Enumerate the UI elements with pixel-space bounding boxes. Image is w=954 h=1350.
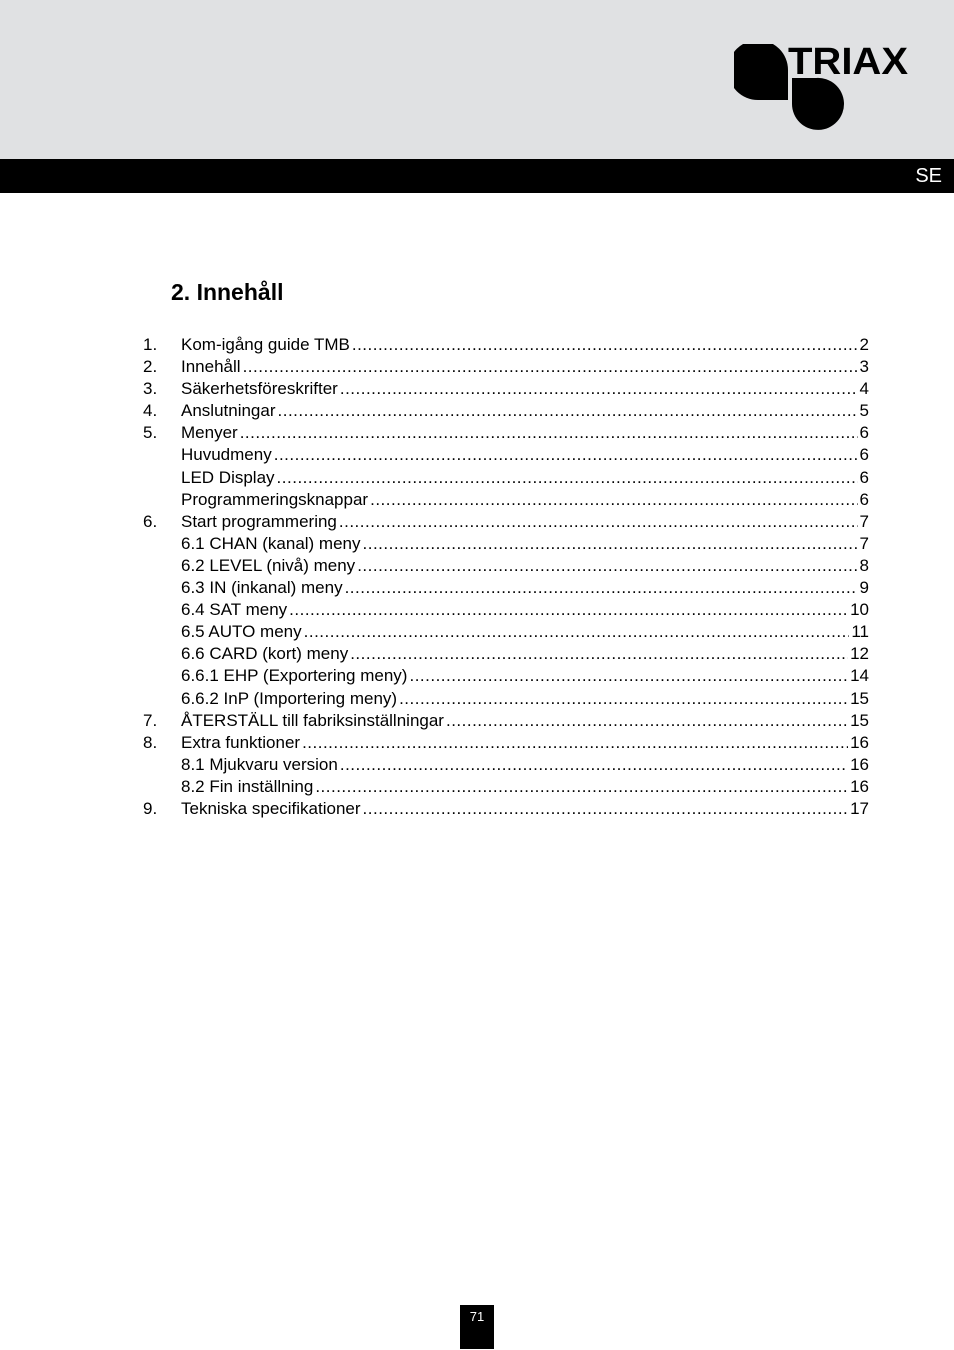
toc-entry-page: 9 <box>859 578 869 598</box>
toc-entry-page: 15 <box>850 710 869 730</box>
toc-entry[interactable] <box>143 511 869 533</box>
toc-entry-page: 7 <box>859 511 869 531</box>
toc-entry-title: Tekniska specifikationer <box>181 798 361 818</box>
table-of-contents <box>143 334 869 820</box>
toc-entry-title: 6.6.1 EHP (Exportering meny) <box>181 666 408 686</box>
toc-dot-leader <box>278 400 858 422</box>
toc-entry[interactable] <box>143 533 869 555</box>
toc-dot-leader <box>315 776 848 798</box>
toc-entry-title: 6.3 IN (inkanal) meny <box>181 578 343 598</box>
toc-entry-page: 5 <box>859 401 869 421</box>
toc-entry[interactable] <box>143 400 869 422</box>
toc-entry[interactable] <box>143 334 869 356</box>
toc-entry-number: 8. <box>143 732 158 752</box>
toc-entry-number: 5. <box>143 423 158 443</box>
toc-entry[interactable] <box>143 665 869 687</box>
toc-entry-page: 17 <box>850 798 869 818</box>
toc-entry[interactable] <box>143 710 869 732</box>
toc-entry-page: 6 <box>859 467 869 487</box>
toc-entry[interactable] <box>143 444 869 466</box>
toc-dot-leader <box>302 732 848 754</box>
toc-entry[interactable] <box>143 732 869 754</box>
toc-entry[interactable] <box>143 356 869 378</box>
toc-entry[interactable] <box>143 489 869 511</box>
toc-entry-page: 6 <box>859 445 869 465</box>
triax-logo <box>734 44 914 134</box>
toc-entry-title: 8.1 Mjukvaru version <box>181 754 338 774</box>
toc-dot-leader <box>240 422 858 444</box>
toc-entry-title: Säkerhetsföreskrifter <box>181 379 338 399</box>
toc-dot-leader <box>357 555 857 577</box>
toc-entry-title: Menyer <box>181 423 238 443</box>
toc-entry-title: 6.2 LEVEL (nivå) meny <box>181 555 356 575</box>
toc-title: 2. Innehåll <box>171 279 284 305</box>
toc-entry-title: 6.4 SAT meny <box>181 600 288 620</box>
toc-entry-page: 6 <box>859 423 869 443</box>
toc-entry[interactable] <box>143 621 869 643</box>
page-number-box <box>460 1305 494 1349</box>
toc-entry-number: 1. <box>143 335 158 354</box>
toc-dot-leader <box>363 533 858 555</box>
logo-top-circle <box>734 44 788 100</box>
toc-entry[interactable] <box>143 798 869 820</box>
toc-entry-number: 4. <box>143 401 158 421</box>
toc-entry-number: 6. <box>143 511 158 531</box>
toc-entry[interactable] <box>143 688 869 710</box>
toc-dot-leader <box>370 489 857 511</box>
toc-dot-leader <box>446 710 848 732</box>
logo-bottom-circle <box>792 78 844 130</box>
toc-entry-page: 14 <box>850 666 869 686</box>
toc-entry-title: LED Display <box>181 467 275 487</box>
toc-entry[interactable] <box>143 754 869 776</box>
toc-entry-title: ÅTERSTÄLL till fabriksinställningar <box>181 710 444 730</box>
toc-entry-title: Kom-igång guide TMB <box>181 335 350 354</box>
toc-dot-leader <box>304 621 850 643</box>
toc-entry-number: 7. <box>143 710 158 730</box>
language-bar <box>0 159 954 193</box>
toc-entry-page: 15 <box>850 688 869 708</box>
toc-dot-leader <box>399 688 848 710</box>
toc-dot-leader <box>339 511 858 533</box>
toc-entry-title: Anslutningar <box>181 401 276 421</box>
toc-entry-title: 6.5 AUTO meny <box>181 622 302 642</box>
toc-entry-page: 3 <box>859 357 869 377</box>
toc-dot-leader <box>274 444 858 466</box>
toc-entry[interactable] <box>143 555 869 577</box>
toc-entry-number: 3. <box>143 379 158 399</box>
toc-entry-page: 2 <box>859 335 869 354</box>
toc-entry[interactable] <box>143 776 869 798</box>
toc-entry-page: 8 <box>859 555 869 575</box>
toc-dot-leader <box>340 378 858 400</box>
toc-entry[interactable] <box>143 378 869 400</box>
toc-entry-title: 6.6.2 InP (Importering meny) <box>181 688 398 708</box>
toc-entry[interactable] <box>143 599 869 621</box>
toc-entry-title: Start programmering <box>181 511 337 531</box>
toc-entry-page: 16 <box>850 732 869 752</box>
toc-dot-leader <box>243 356 858 378</box>
toc-entry-page: 11 <box>851 622 869 642</box>
toc-dot-leader <box>363 798 849 820</box>
toc-entry-number: 2. <box>143 357 158 377</box>
toc-entry-page: 10 <box>850 600 869 620</box>
toc-entry[interactable] <box>143 467 869 489</box>
language-code: SE <box>915 165 942 187</box>
toc-dot-leader <box>289 599 848 621</box>
toc-entry-title: Innehåll <box>181 357 241 377</box>
toc-dot-leader <box>352 334 858 356</box>
toc-entry-page: 7 <box>859 533 869 553</box>
toc-entry-number: 9. <box>143 798 158 818</box>
toc-entry-title: 6.6 CARD (kort) meny <box>181 644 349 664</box>
toc-entry-title: Programmeringsknappar <box>181 489 369 509</box>
toc-entry-page: 6 <box>859 489 869 509</box>
toc-entry-title: Extra funktioner <box>181 732 301 752</box>
toc-entry-page: 16 <box>850 754 869 774</box>
toc-dot-leader <box>340 754 848 776</box>
page-number: 71 <box>469 1309 485 1324</box>
toc-dot-leader <box>350 643 848 665</box>
toc-entry-page: 16 <box>850 776 869 796</box>
toc-entry-page: 12 <box>850 644 869 664</box>
toc-entry-page: 4 <box>859 379 869 399</box>
toc-entry-title: 6.1 CHAN (kanal) meny <box>181 533 361 553</box>
toc-entry-title: Huvudmeny <box>181 445 272 465</box>
toc-entry[interactable] <box>143 422 869 444</box>
toc-dot-leader <box>409 665 848 687</box>
toc-dot-leader <box>277 467 858 489</box>
toc-entry-title: 8.2 Fin inställning <box>181 776 314 796</box>
toc-entry[interactable] <box>143 577 869 599</box>
logo-text: TRIAX <box>788 44 909 83</box>
toc-dot-leader <box>345 577 858 599</box>
toc-entry[interactable] <box>143 643 869 665</box>
